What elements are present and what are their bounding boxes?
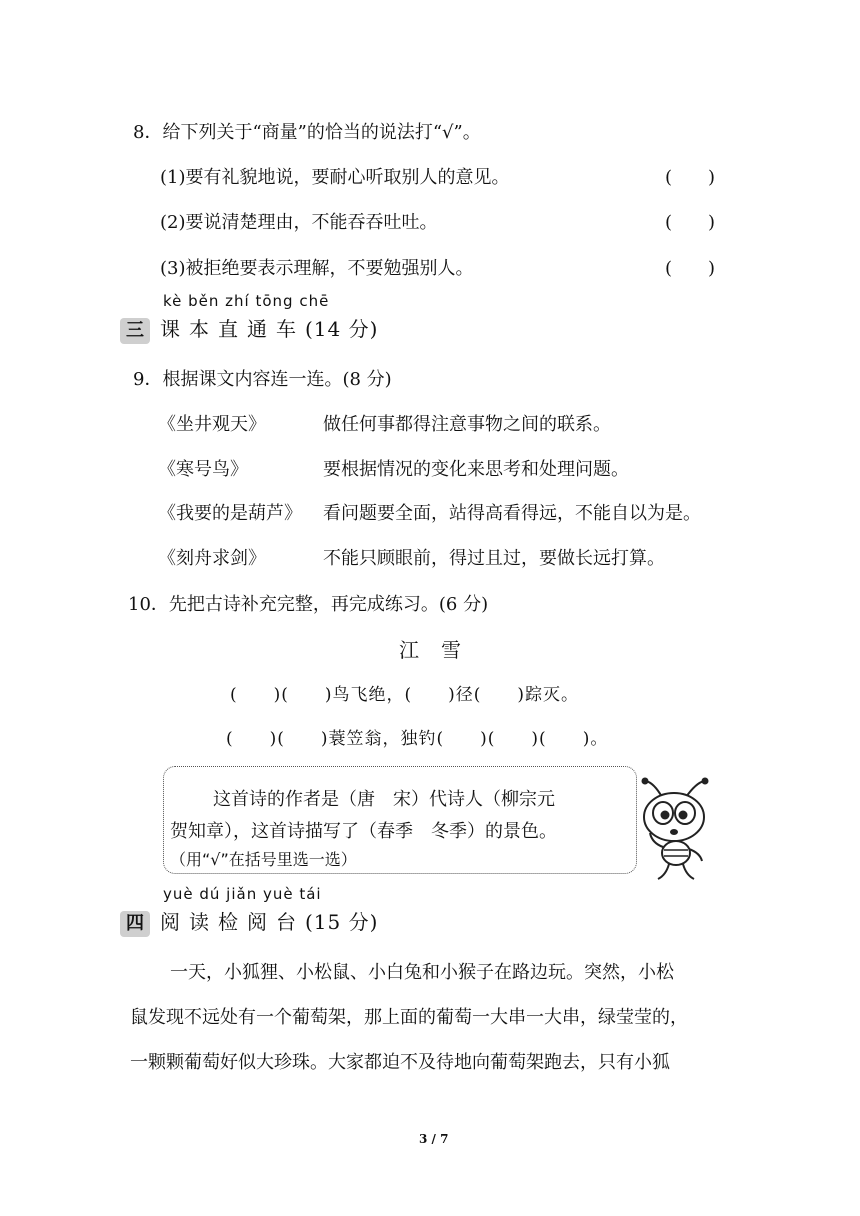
- reading-line-3: 一颗颗葡萄好似大珍珠。大家都迫不及待地向葡萄架跑去，只有小狐: [130, 1052, 670, 1073]
- section4-header: [120, 906, 378, 937]
- section3-pinyin: kè běn zhí tōng chē: [163, 292, 330, 310]
- reading-line-2: 鼠发现不远处有一个葡萄架，那上面的葡萄一大串一大串，绿莹莹的，: [130, 1007, 688, 1028]
- q10-title: 10．先把古诗补充完整，再完成练习。(6 分): [128, 594, 489, 615]
- q9-left-3[interactable]: 《我要的是葫芦》: [158, 503, 302, 524]
- q8-answer-paren-1[interactable]: ( ): [665, 167, 716, 188]
- section4-badge: 四: [120, 911, 150, 937]
- section4-title: 阅读检阅台: [160, 910, 305, 934]
- box-line-3: （用“√”在括号里选一选）: [170, 850, 357, 869]
- q9-left-1[interactable]: 《坐井观天》: [158, 414, 266, 435]
- q9-right-3[interactable]: 看问题要全面，站得高看得远，不能自以为是。: [323, 503, 701, 524]
- page-number: 3 / 7: [419, 1132, 449, 1146]
- section4-pinyin: yuè dú jiǎn yuè tái: [163, 885, 322, 903]
- section3-title: 课本直通车: [160, 317, 305, 341]
- box-line-1[interactable]: 这首诗的作者是（唐 宋）代诗人（柳宗元: [213, 789, 555, 810]
- poem-line-2[interactable]: ( )( )蓑笠翁，独钓( )( )( )。: [226, 729, 609, 749]
- poem-title: 江雪: [399, 638, 483, 662]
- q8-item-3: (3)被拒绝要表示理解，不要勉强别人。: [160, 258, 474, 279]
- q8-title: 8．给下列关于“商量”的恰当的说法打“√”。: [133, 122, 481, 143]
- section3-header: [120, 313, 378, 344]
- ant-mascot-icon: [636, 775, 718, 885]
- section3-badge: 三: [120, 318, 150, 344]
- q8-answer-paren-2[interactable]: ( ): [665, 212, 716, 233]
- q9-left-4[interactable]: 《刻舟求剑》: [158, 548, 266, 569]
- poem-line-1[interactable]: ( )( )鸟飞绝，( )径( )踪灭。: [230, 685, 580, 705]
- box-line-2[interactable]: 贺知章），这首诗描写了（春季 冬季）的景色。: [170, 821, 557, 842]
- q9-right-1[interactable]: 做任何事都得注意事物之间的联系。: [323, 414, 611, 435]
- reading-line-1: 一天，小狐狸、小松鼠、小白兔和小猴子在路边玩。突然，小松: [170, 962, 674, 983]
- q9-right-4[interactable]: 不能只顾眼前，得过且过，要做长远打算。: [323, 548, 665, 569]
- q9-left-2[interactable]: 《寒号鸟》: [158, 459, 248, 480]
- section4-score: (15 分): [305, 910, 379, 934]
- q8-item-1: (1)要有礼貌地说，要耐心听取别人的意见。: [160, 167, 510, 188]
- q8-item-2: (2)要说清楚理由，不能吞吞吐吐。: [160, 212, 438, 233]
- q9-right-2[interactable]: 要根据情况的变化来思考和处理问题。: [323, 459, 629, 480]
- q8-answer-paren-3[interactable]: ( ): [665, 258, 716, 279]
- q9-title: 9．根据课文内容连一连。(8 分): [133, 369, 392, 390]
- section3-score: (14 分): [305, 317, 379, 341]
